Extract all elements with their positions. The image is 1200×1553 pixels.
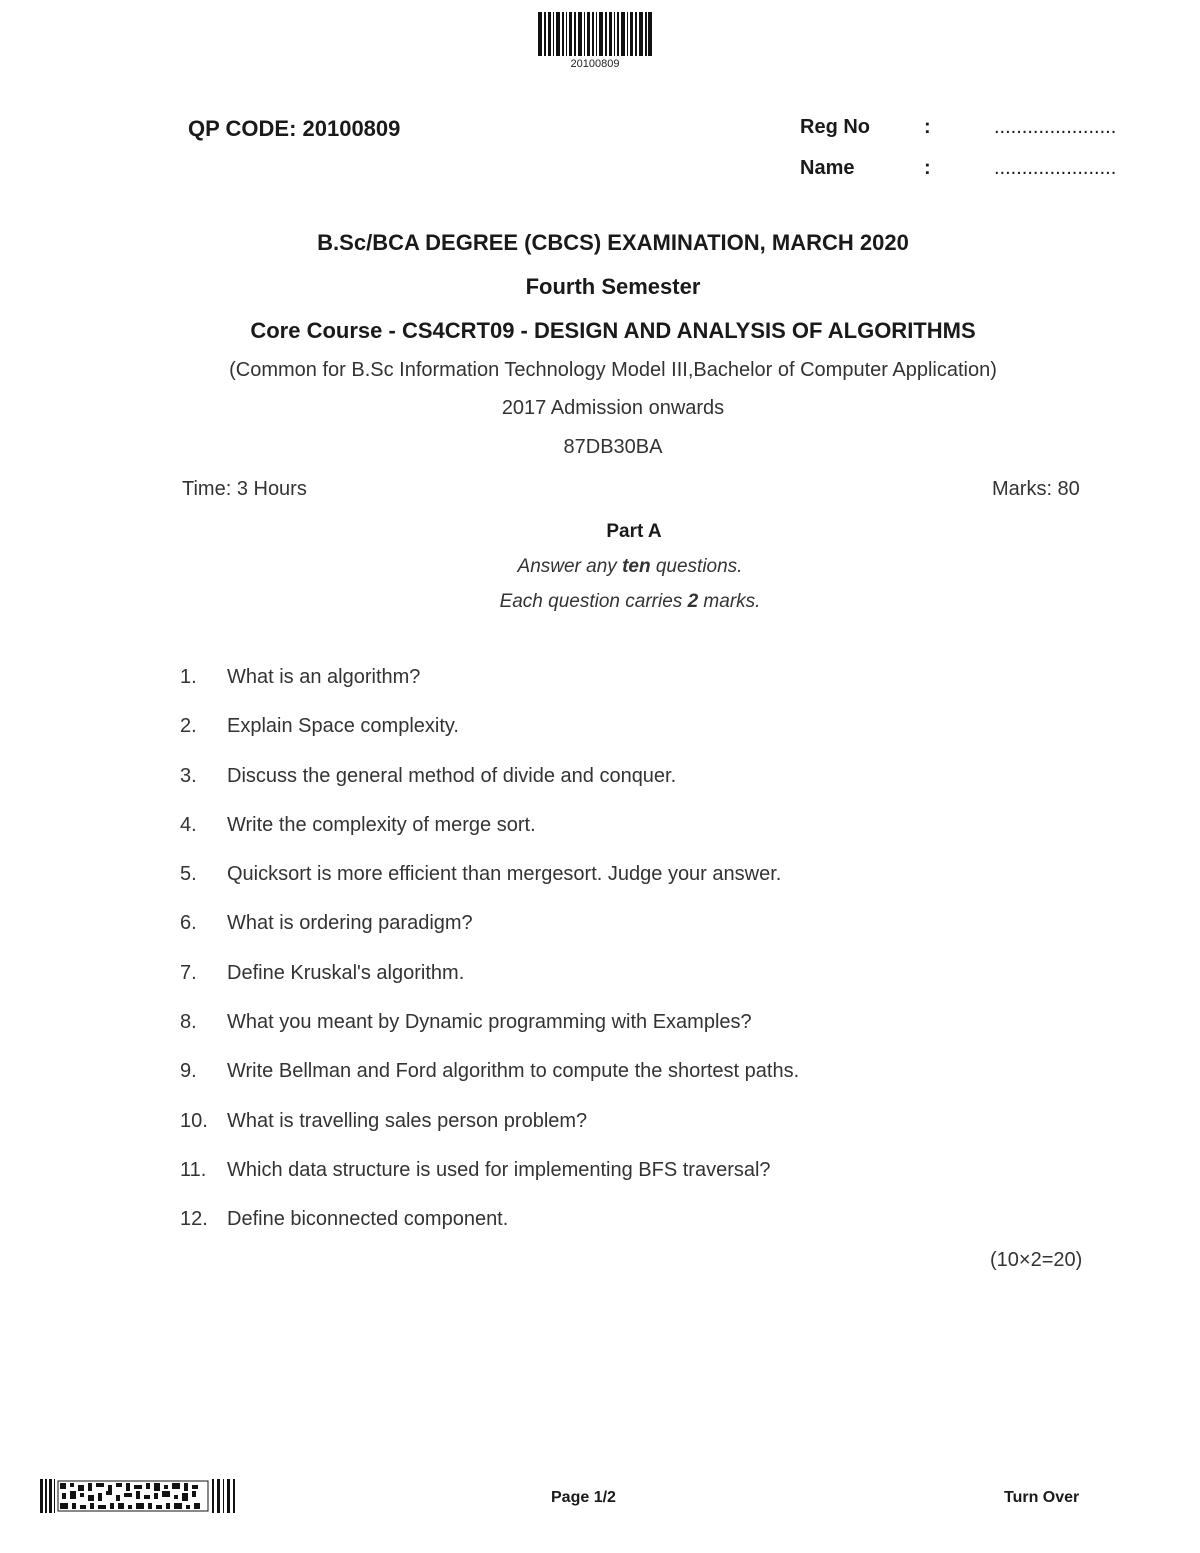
name-field: ......................	[994, 157, 1117, 179]
top-barcode	[538, 12, 652, 56]
question-number: 12.	[180, 1208, 208, 1231]
semester: Fourth Semester	[525, 274, 701, 299]
question-item	[180, 1159, 1100, 1208]
instruction-text: marks.	[698, 591, 761, 612]
common-for: (Common for B.Sc Information Technology Model III,Bachelor of Computer Application)	[229, 359, 997, 381]
question-number: 8.	[180, 1011, 197, 1034]
question-item	[180, 912, 1100, 961]
question-item	[180, 666, 1100, 715]
admission: 2017 Admission onwards	[501, 397, 725, 419]
instruction-text: Each question carries	[499, 591, 688, 612]
question-number: 3.	[180, 764, 197, 787]
question-number: 11.	[180, 1158, 207, 1181]
question-number: 4.	[180, 813, 197, 836]
part-marks-summary: (10×2=20)	[990, 1249, 1083, 1271]
question-text: Discuss the general method of divide and conquer.	[227, 764, 677, 787]
instruction-marks	[0, 591, 1200, 613]
question-number: 1.	[180, 666, 197, 688]
turn-over: Turn Over	[1004, 1489, 1080, 1506]
question-text: Which data structure is used for implementing BFS traversal?	[227, 1158, 771, 1181]
question-item	[180, 1208, 1100, 1257]
question-number: 2.	[180, 715, 197, 738]
total-marks: Marks: 80	[992, 478, 1080, 500]
question-text: What is an algorithm?	[227, 666, 421, 688]
name-label: Name	[800, 157, 855, 179]
question-text: Quicksort is more efficient than mergesort. Judge your answer.	[227, 863, 782, 886]
reg-no-colon: :	[924, 116, 931, 138]
qp-code: QP CODE: 20100809	[188, 116, 401, 141]
time-allowed: Time: 3 Hours	[182, 478, 307, 500]
question-text: Write Bellman and Ford algorithm to compute the shortest paths.	[227, 1060, 800, 1083]
instruction-emphasis: 2	[687, 591, 699, 612]
question-text: What is ordering paradigm?	[227, 912, 473, 935]
question-text: What is travelling sales person problem?	[227, 1109, 588, 1132]
question-item	[180, 1060, 1100, 1109]
instruction-answer	[0, 556, 1200, 578]
question-number: 9.	[180, 1060, 197, 1083]
part-title: Part A	[606, 521, 662, 542]
course-title: Core Course - CS4CRT09 - DESIGN AND ANALYSIS OF ALGORITHMS	[250, 318, 976, 343]
name-colon: :	[924, 157, 931, 179]
question-item	[180, 814, 1100, 863]
question-number: 7.	[180, 961, 197, 984]
page-number: Page 1/2	[551, 1489, 616, 1506]
barcode-number: 20100809	[570, 58, 620, 70]
question-text: Define Kruskal's algorithm.	[227, 961, 465, 984]
question-number: 6.	[180, 912, 197, 935]
question-text: What you meant by Dynamic programming with Examples?	[227, 1011, 752, 1034]
question-item	[180, 1110, 1100, 1159]
reg-no-field: ......................	[994, 116, 1117, 138]
question-number: 10.	[180, 1109, 208, 1132]
question-item	[180, 863, 1100, 912]
question-text: Define biconnected component.	[227, 1208, 509, 1231]
instruction-text: questions.	[650, 556, 743, 577]
question-text: Explain Space complexity.	[227, 715, 459, 738]
paper-code: 87DB30BA	[563, 436, 663, 458]
bottom-barcode	[40, 1479, 236, 1513]
question-text: Write the complexity of merge sort.	[227, 813, 536, 836]
question-number: 5.	[180, 863, 197, 886]
question-list	[180, 666, 1100, 1258]
instruction-text: Answer any	[517, 556, 623, 577]
question-item	[180, 765, 1100, 814]
instruction-emphasis: ten	[622, 556, 651, 577]
question-item	[180, 962, 1100, 1011]
question-item	[180, 715, 1100, 764]
question-item	[180, 1011, 1100, 1060]
exam-title: B.Sc/BCA DEGREE (CBCS) EXAMINATION, MARCH 2020	[317, 230, 909, 255]
reg-no-label: Reg No	[800, 116, 870, 138]
